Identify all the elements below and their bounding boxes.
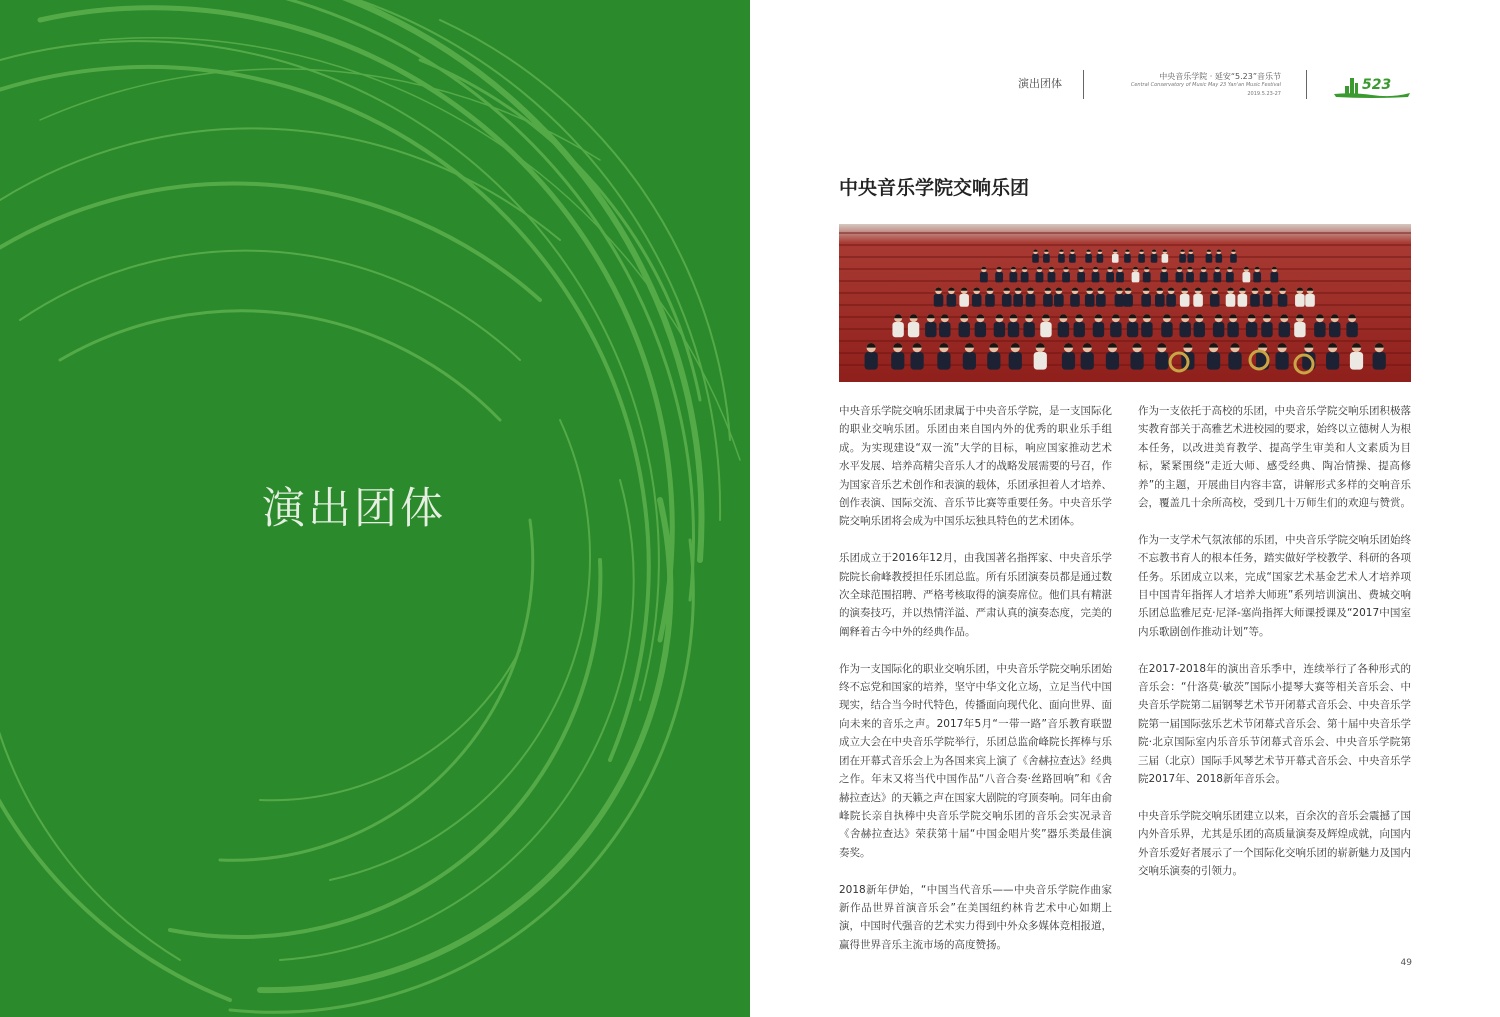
- page-number: 49: [1400, 958, 1412, 968]
- header-festival-date: 2019.5.23-27: [1247, 91, 1281, 97]
- logo-text: 523: [1362, 77, 1392, 93]
- header-festival-block: [1097, 72, 1281, 99]
- article-left-column: [839, 402, 1112, 973]
- orchestra-photo-graphic: [839, 224, 1411, 382]
- left-page-title: 演出团体: [262, 484, 446, 534]
- article-right-column: [1138, 402, 1411, 899]
- article-paragraph: 作为一支学术气氛浓郁的乐团，中央音乐学院交响乐团始终不忘教书育人的根本任务，踏实做好学校教学、科研的各项任务。乐团成立以来，完成“国家艺术基金艺术人才培养项目中国青年指挥人才培养大师班”系列培训演出、费城交响乐团总监雅尼克·尼泽-塞尚指挥大师课授课及“2017中国室内乐歌剧创作推动计划”等。: [1138, 533, 1411, 638]
- article-heading: 中央音乐学院交响乐团: [839, 177, 1030, 199]
- article-paragraph: 中央音乐学院交响乐团建立以来，百余次的音乐会震撼了国内外音乐界，尤其是乐团的高质量演奏及辉煌成就，向国内外音乐爱好者展示了一个国际化交响乐团的崭新魅力及国内交响乐演奏的引领力。: [1138, 809, 1411, 878]
- article-paragraph: 中央音乐学院交响乐团隶属于中央音乐学院，是一支国际化的职业交响乐团。乐团由来自国内外的优秀的职业乐手组成。为实现建设“双一流”大学的目标，响应国家推动艺术水平发展、培养高精尖音乐人才的战略发展需要的号召，作为国家音乐艺术创作和表演的载体，乐团承担着人才培养、创作表演、国际交流、音乐节比赛等重要任务。中央音乐学院交响乐团将会成为中国乐坛独具特色的艺术团体。: [839, 405, 1112, 528]
- article-paragraph: 作为一支依托于高校的乐团，中央音乐学院交响乐团积极落实教育部关于高雅艺术进校园的要求，始终以立德树人为根本任务，以改进美育教学、提高学生审美和人文素质为目标，紧紧围绕“走近大师、感受经典、陶冶情操、提高修养”的主题，开展曲目内容丰富，讲解形式多样的交响音乐会，覆盖几十余所高校，受到几十万师生们的欢迎与赞赏。: [1138, 405, 1411, 510]
- header-festival-en: Central Conservatory of Music May 23 Yan'an Music Festival: [1130, 82, 1281, 88]
- article-paragraph: 作为一支国际化的职业交响乐团，中央音乐学院交响乐团始终不忘党和国家的培养，坚守中华文化立场，立足当代中国现实，结合当今时代特色，传播面向现代化、面向世界、面向未来的音乐之声。2017年5月“一带一路”音乐教育联盟成立大会在中央音乐学院举行，乐团总监俞峰院长挥棒与乐团在开幕式音乐会上为各国来宾上演了《舍赫拉查达》经典之作。年末又将当代中国作品“八音合奏·丝路回响”和《舍赫拉查达》的天籁之声在国家大剧院的穹顶奏响。同年由俞峰院长亲自执棒中央音乐学院交响乐团的音乐会实况录音《舍赫拉查达》荣获第十届“中国金唱片奖”器乐类最佳演奏奖。: [839, 662, 1112, 859]
- article-paragraph: 乐团成立于2016年12月，由我国著名指挥家、中央音乐学院院长俞峰教授担任乐团总监。所有乐团演奏员都是通过数次全球范围招聘、严格考核取得的演奏席位。他们具有精湛的演奏技巧，并以热情洋溢、严肃认真的演奏态度，完美的阐释着古今中外的经典作品。: [839, 552, 1112, 638]
- header-divider: [1306, 70, 1307, 99]
- festival-logo: [1332, 70, 1412, 100]
- orchestra-photo: [839, 224, 1411, 382]
- header-divider: [1083, 70, 1084, 99]
- header-section-label: 演出团体: [1018, 77, 1062, 90]
- article-paragraph: 2018新年伊始，“中国当代音乐——中央音乐学院作曲家新作品世界首演音乐会”在美国纽约林肯艺术中心如期上演，中国时代强音的艺术实力得到中外众多媒体竞相报道，赢得世界音乐主流市场的高度赞扬。: [839, 883, 1112, 951]
- header-festival-cn: 中央音乐学院 · 延安“5.23”音乐节: [1159, 72, 1281, 81]
- article-paragraph: 在2017-2018年的演出音乐季中，连续举行了各种形式的音乐会：“什洛莫·敏茨”国际小提琴大赛等相关音乐会、中央音乐学院第二届钢琴艺术节开闭幕式音乐会、中央音乐学院第一届国际弦乐艺术节闭幕式音乐会、第十届中央音乐学院·北京国际室内乐音乐节闭幕式音乐会、中央音乐学院第三届（北京）国际手风琴艺术节开幕式音乐会、中央音乐学院2017年、2018新年音乐会。: [1138, 662, 1411, 786]
